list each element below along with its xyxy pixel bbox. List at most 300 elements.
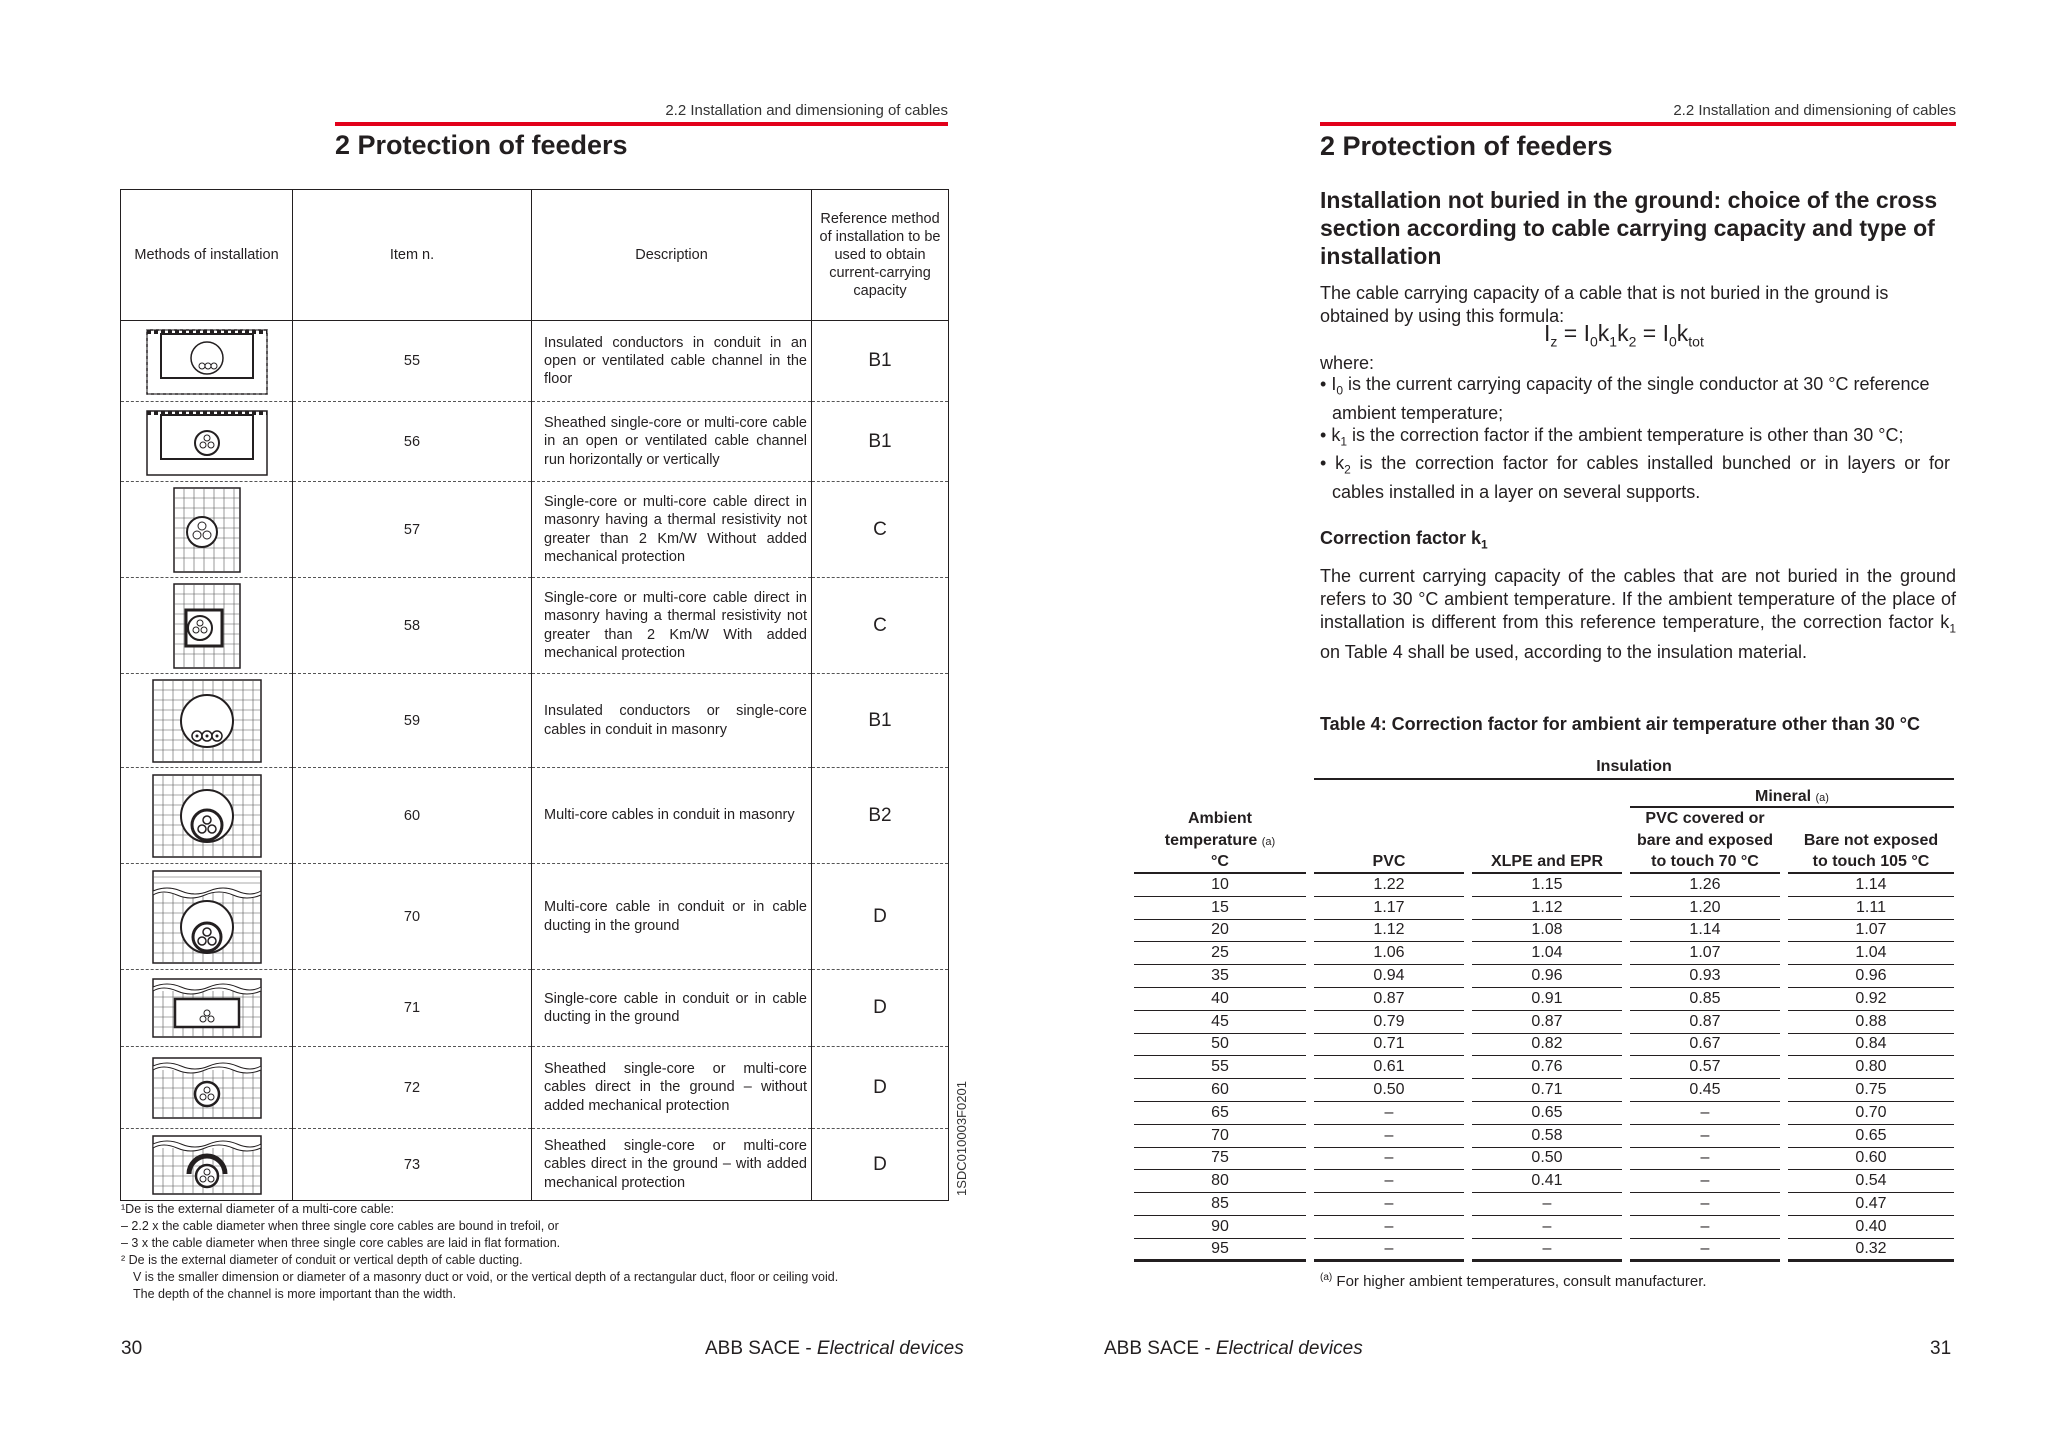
factor-cell: – [1630,1216,1780,1239]
ground-protected-cable-icon [151,1134,263,1196]
insulation-header: Insulation [1314,756,1954,780]
factor-cell: 0.45 [1630,1079,1780,1102]
footer-brand-italic: Electrical devices [816,1338,964,1359]
column-gap [1622,920,1630,943]
column-gap [1780,1216,1788,1239]
factor-cell: – [1314,1148,1464,1171]
factor-cell: – [1630,1170,1780,1193]
table-row [121,402,949,482]
column-gap [1780,942,1788,965]
reference-method: B2 [812,768,949,864]
column-gap [1780,897,1788,920]
bullet-subscript: 2 [1344,462,1351,477]
table-row [1134,1102,1954,1125]
correction-factor-table [1134,756,1954,1262]
column-gap [1306,965,1314,988]
reference-method: B1 [812,402,949,482]
factor-cell: – [1314,1102,1464,1125]
factor-cell: – [1314,1125,1464,1148]
factor-cell: 0.71 [1472,1079,1622,1102]
factor-cell: 0.96 [1788,965,1954,988]
footer-brand-name: ABB SACE - [705,1338,817,1359]
factor-cell: – [1472,1193,1622,1216]
column-gap [1464,1148,1472,1171]
column-gap [1306,874,1314,897]
table-row [1134,1079,1954,1102]
header-item: Item n. [293,190,532,321]
column-gap [1780,920,1788,943]
factor-cell: – [1630,1239,1780,1262]
column-gap [1622,874,1630,897]
correction-heading-text: Correction factor k [1320,528,1482,548]
column-gap [1464,920,1472,943]
table4-title: Table 4: Correction factor for ambient air temperature other than 30 °C [1320,714,1920,734]
temperature-cell: 50 [1134,1034,1306,1057]
page-title: 2 Protection of feeders [1320,131,1613,161]
bullet-text: is the correction factor if the ambient temperature is other than 30 °C; [1347,424,1904,445]
column-gap [1306,1216,1314,1239]
factor-cell: 0.91 [1472,988,1622,1011]
mineral-note-marker: (a) [1815,792,1829,804]
temperature-cell: 10 [1134,874,1306,897]
item-number: 71 [293,970,532,1047]
table-row [1134,1011,1954,1034]
header-reference: Reference method of installation to be used to obtain current-carrying capacity [812,190,949,321]
footnotes [121,1201,951,1303]
item-number: 72 [293,1047,532,1129]
factor-cell: 1.04 [1788,942,1954,965]
column-gap [1464,1056,1472,1079]
column-gap [1622,1239,1630,1262]
footnote: V is the smaller dimension or diameter of a masonry duct or void, or the vertical depth of a rectangular duct, floor or ceiling void. [133,1270,839,1284]
factor-cell: 0.71 [1314,1034,1464,1057]
channel-cable-icon [145,407,269,477]
row-description: Insulated conductors in conduit in an open or ventilated cable channel in the floor [532,321,812,402]
factor-cell: 0.60 [1788,1148,1954,1171]
bullet-i0: • $I_0$ is the current carrying capacity of the single conductor at 30 °C reference ambient temperature; [1320,374,1930,423]
temperature-cell: 90 [1134,1216,1306,1239]
column-gap [1306,1011,1314,1034]
column-gap [1464,942,1472,965]
method-figure-59 [121,674,293,768]
table-row [1134,942,1954,965]
temperature-cell: 95 [1134,1239,1306,1262]
item-number: 60 [293,768,532,864]
temperature-cell: 25 [1134,942,1306,965]
masonry-multicore-conduit-icon [151,773,263,859]
column-gap [1780,1239,1788,1262]
footnote: ² De is the external diameter of conduit or vertical depth of cable ducting. [121,1253,523,1267]
correction-factor-body [1134,874,1954,1262]
header-description: Description [532,190,812,321]
item-number: 58 [293,578,532,674]
column-gap [1622,897,1630,920]
bullet-subscript: 0 [1336,383,1344,398]
formula-bullets [1320,373,1950,503]
item-number: 59 [293,674,532,768]
column-gap [1306,1102,1314,1125]
row-description: Multi-core cables in conduit in masonry [532,768,812,864]
footer-brand [705,1338,964,1360]
factor-cell: 1.04 [1472,942,1622,965]
column-gap [1622,1170,1630,1193]
table-row [121,970,949,1047]
item-number: 73 [293,1129,532,1201]
header-methods: Methods of installation [121,190,293,321]
factor-cell: 1.15 [1472,874,1622,897]
factor-cell: 1.17 [1314,897,1464,920]
table-row [1134,1170,1954,1193]
reference-method: D [812,970,949,1047]
ground-direct-cable-icon [151,1056,263,1120]
row-description: Sheathed single-core or multi-core cables direct in the ground – with added mechanical protection [532,1129,812,1201]
column-gap [1780,1011,1788,1034]
factor-cell: 0.75 [1788,1079,1954,1102]
bullet-subscript: 1 [1340,434,1347,449]
column-gap [1464,1011,1472,1034]
column-gap [1464,988,1472,1011]
column-gap [1306,1056,1314,1079]
mineral-label: Mineral [1755,788,1812,805]
temperature-cell: 65 [1134,1102,1306,1125]
correction-text-sub: 1 [1949,621,1956,636]
factor-cell: 0.58 [1472,1125,1622,1148]
installation-methods-table [120,189,949,1201]
pvc-covered-label-1: PVC covered or [1645,810,1765,827]
factor-cell: – [1630,1125,1780,1148]
column-gap [1622,1079,1630,1102]
temperature-cell: 80 [1134,1170,1306,1193]
factor-cell: 0.65 [1472,1102,1622,1125]
item-number: 57 [293,482,532,578]
table-row [1134,988,1954,1011]
column-gap [1306,1239,1314,1262]
reference-method: C [812,578,949,674]
column-gap [1464,1170,1472,1193]
table-row [1134,1148,1954,1171]
table4-footnote [1320,1272,1707,1290]
column-gap [1780,1193,1788,1216]
factor-cell: 0.41 [1472,1170,1622,1193]
note-text: For higher ambient temperatures, consult manufacturer. [1332,1273,1707,1290]
pvc-covered-label-2: bare and exposed [1636,832,1774,849]
column-gap [1622,1125,1630,1148]
column-gap [1622,1102,1630,1125]
bullet-text: is the correction factor for cables installed bunched or in layers or for cables installed in a layer on several supports. [1332,453,1950,502]
correction-text-2: on Table 4 shall be used, according to the insulation material. [1320,641,1807,662]
factor-cell: – [1314,1170,1464,1193]
footnote: – 3 x the cable diameter when three single core cables are laid in flat formation. [121,1236,561,1250]
reference-method: D [812,1047,949,1129]
table-row [1134,965,1954,988]
column-gap [1780,1102,1788,1125]
factor-cell: 1.14 [1788,874,1954,897]
factor-cell: 0.50 [1314,1079,1464,1102]
page-number: 31 [1930,1338,1952,1359]
table-row [121,1047,949,1129]
bullet-symbol: k [1335,453,1345,474]
row-description: Insulated conductors or single-core cables in conduit in masonry [532,674,812,768]
header-rule [1320,122,1956,126]
temperature-cell: 70 [1134,1125,1306,1148]
right-page [1024,0,2048,1447]
method-figure-55 [121,321,293,402]
reference-method: C [812,482,949,578]
bullet-text: is the current carrying capacity of the single conductor at 30 °C reference ambient temperature; [1332,374,1930,423]
reference-method: B1 [812,321,949,402]
reference-method: B1 [812,674,949,768]
footer-brand-italic: Electrical devices [1215,1338,1363,1359]
column-gap [1780,988,1788,1011]
masonry-conduit-icon [151,678,263,764]
table-row [1134,897,1954,920]
temperature-text: temperature [1164,832,1258,849]
column-gap [1622,1034,1630,1057]
temperature-cell: 60 [1134,1079,1306,1102]
note-marker: (a) [1320,1272,1333,1283]
column-gap [1306,942,1314,965]
factor-cell: 0.61 [1314,1056,1464,1079]
column-gap [1622,988,1630,1011]
column-gap [1306,1148,1314,1171]
factor-cell: 1.07 [1788,920,1954,943]
factor-cell: 0.87 [1314,988,1464,1011]
column-gap [1464,1216,1472,1239]
item-number: 56 [293,402,532,482]
column-gap [1464,1193,1472,1216]
bullet-k1: • $k_1$ is the correction factor if the ambient temperature is other than 30 °C; [1320,424,1904,449]
column-gap [1622,1216,1630,1239]
factor-cell: 1.08 [1472,920,1622,943]
section-header: 2.2 Installation and dimensioning of cables [665,102,948,119]
section-header: 2.2 Installation and dimensioning of cables [1673,102,1956,119]
column-gap [1306,1079,1314,1102]
factor-cell: 1.07 [1630,942,1780,965]
table-row [121,674,949,768]
method-figure-56 [121,402,293,482]
factor-cell: 1.11 [1788,897,1954,920]
row-description: Multi-core cable in conduit or in cable ducting in the ground [532,864,812,970]
masonry-protected-cable-icon [172,582,242,670]
temperature-cell: 40 [1134,988,1306,1011]
footnote: The depth of the channel is more important than the width. [133,1287,457,1301]
column-gap [1622,942,1630,965]
row-description: Sheathed single-core or multi-core cables direct in the ground – without added mechanical protection [532,1047,812,1129]
factor-cell: – [1472,1216,1622,1239]
table-row [1134,1125,1954,1148]
factor-cell: 1.14 [1630,920,1780,943]
row-description: Single-core cable in conduit or in cable ducting in the ground [532,970,812,1047]
formula: $I_z = I_0k_1k_2 = I_0k_{tot}$ [1544,320,1704,350]
table-row [121,1129,949,1201]
temperature-cell: 20 [1134,920,1306,943]
method-figure-58 [121,578,293,674]
xlpe-header: XLPE and EPR [1472,852,1622,874]
column-gap [1306,1170,1314,1193]
pvc-covered-label-3: to touch 70 °C [1630,852,1780,874]
column-gap [1622,1056,1630,1079]
correction-factor-heading [1320,528,1488,552]
factor-cell: 0.40 [1788,1216,1954,1239]
column-gap [1464,874,1472,897]
factor-cell: 0.93 [1630,965,1780,988]
page-title: 2 Protection of feeders [335,130,628,160]
row-description: Sheathed single-core or multi-core cable in an open or ventilated cable channel run horizontally or vertically [532,402,812,482]
column-gap [1780,1056,1788,1079]
table-row [1134,1239,1954,1262]
method-figure-72 [121,1047,293,1129]
factor-cell: 0.80 [1788,1056,1954,1079]
section-subheading: Installation not buried in the ground: choice of the cross section according to cable carrying capacity and type of installation [1320,187,1938,269]
factor-cell: – [1630,1193,1780,1216]
temperature-note-marker: (a) [1261,836,1276,848]
column-gap [1464,1125,1472,1148]
factor-cell: 1.22 [1314,874,1464,897]
method-figure-60 [121,768,293,864]
mineral-header [1630,780,1954,808]
column-gap [1780,1034,1788,1057]
factor-cell: 0.85 [1630,988,1780,1011]
factor-cell: 1.12 [1472,897,1622,920]
factor-cell: – [1630,1148,1780,1171]
factor-cell: 1.20 [1630,897,1780,920]
column-gap [1780,1079,1788,1102]
pvc-header: PVC [1314,852,1464,874]
method-figure-71 [121,970,293,1047]
factor-cell: 0.67 [1630,1034,1780,1057]
column-gap [1780,965,1788,988]
factor-cell: 0.96 [1472,965,1622,988]
page-number: 30 [121,1338,143,1359]
temperature-cell: 45 [1134,1011,1306,1034]
factor-cell: 0.94 [1314,965,1464,988]
column-gap [1622,1193,1630,1216]
method-figure-70 [121,864,293,970]
factor-cell: 0.50 [1472,1148,1622,1171]
method-figure-57 [121,482,293,578]
table-row [121,864,949,970]
table-row [121,768,949,864]
header-rule [335,122,948,126]
factor-cell: 0.54 [1788,1170,1954,1193]
bullet-symbol: I [1331,374,1337,394]
reference-method: D [812,864,949,970]
factor-cell: 0.79 [1314,1011,1464,1034]
factor-cell: – [1314,1193,1464,1216]
factor-cell: – [1314,1216,1464,1239]
channel-conduit-icon [145,326,269,396]
temperature-label [1134,830,1306,852]
factor-cell: 0.65 [1788,1125,1954,1148]
column-gap [1464,1239,1472,1262]
ground-duct-singlecore-icon [151,977,263,1039]
row-description: Single-core or multi-core cable direct in masonry having a thermal resistivity not greater than 2 Km/W Without added mechanical protection [532,482,812,578]
correction-heading-sub: 1 [1481,537,1488,552]
column-gap [1780,1170,1788,1193]
footer-brand-name: ABB SACE - [1104,1338,1216,1359]
factor-cell: – [1472,1239,1622,1262]
factor-cell: 0.87 [1630,1011,1780,1034]
factor-cell: 0.70 [1788,1102,1954,1125]
table-row [1134,874,1954,897]
factor-cell: 0.87 [1472,1011,1622,1034]
temperature-cell: 75 [1134,1148,1306,1171]
where-label: where: [1320,353,1375,373]
column-gap [1464,1079,1472,1102]
factor-cell: 1.12 [1314,920,1464,943]
column-gap [1306,1034,1314,1057]
column-gap [1780,1148,1788,1171]
column-gap [1780,874,1788,897]
column-gap [1306,1125,1314,1148]
bare-label-2: to touch 105 °C [1788,852,1954,874]
factor-cell: 0.47 [1788,1193,1954,1216]
temperature-cell: 35 [1134,965,1306,988]
intro-paragraph: The cable carrying capacity of a cable that is not buried in the ground is obtained by using this formula: [1320,283,1889,326]
factor-cell: 0.82 [1472,1034,1622,1057]
factor-cell: 1.06 [1314,942,1464,965]
table-row [1134,1034,1954,1057]
factor-cell: 0.92 [1788,988,1954,1011]
reference-method: D [812,1129,949,1201]
column-gap [1464,965,1472,988]
row-description: Single-core or multi-core cable direct in masonry having a thermal resistivity not greater than 2 Km/W With added mechanical protection [532,578,812,674]
masonry-cable-icon [172,486,242,574]
column-gap [1622,965,1630,988]
temperature-cell: 55 [1134,1056,1306,1079]
factor-cell: 0.84 [1788,1034,1954,1057]
factor-cell: 1.26 [1630,874,1780,897]
footer-brand [1104,1338,1363,1360]
column-gap [1306,988,1314,1011]
bullet-symbol: k [1331,424,1341,445]
column-gap [1306,1193,1314,1216]
factor-cell: 0.32 [1788,1239,1954,1262]
table-row [121,578,949,674]
column-gap [1464,1102,1472,1125]
table-row [121,321,949,402]
table-row [1134,1216,1954,1239]
table-row [1134,1193,1954,1216]
column-gap [1306,920,1314,943]
temperature-cell: 15 [1134,897,1306,920]
correction-text-1: The current carrying capacity of the cables that are not buried in the ground refers to 30 °C ambient temperature. If the ambient temperature of the place of installation is different from this reference temperature, the correction factor k [1320,566,1956,632]
figure-code: 1SDC010003F0201 [954,1081,969,1196]
factor-cell: 0.76 [1472,1056,1622,1079]
column-gap [1622,1148,1630,1171]
column-gap [1622,1011,1630,1034]
item-number: 55 [293,321,532,402]
item-number: 70 [293,864,532,970]
method-figure-73 [121,1129,293,1201]
bare-label-1: Bare not exposed [1803,832,1939,849]
column-gap [1464,897,1472,920]
ambient-label: Ambient [1188,810,1252,827]
deg-c-label: °C [1134,852,1306,874]
table-row [1134,920,1954,943]
bullet-k2: • $k_2$ is the correction factor for cables installed bunched or in layers or for cables installed in a layer on several supports. [1320,453,1950,502]
table-row [1134,1056,1954,1079]
ground-duct-multicore-icon [151,869,263,965]
factor-cell: – [1314,1239,1464,1262]
factor-cell: 0.88 [1788,1011,1954,1034]
temperature-cell: 85 [1134,1193,1306,1216]
column-gap [1464,1034,1472,1057]
footnote: – 2.2 x the cable diameter when three single core cables are bound in trefoil, or [121,1219,559,1233]
correction-paragraph [1320,565,1956,664]
footnote: ¹De is the external diameter of a multi-core cable: [121,1202,395,1216]
factor-cell: – [1630,1102,1780,1125]
